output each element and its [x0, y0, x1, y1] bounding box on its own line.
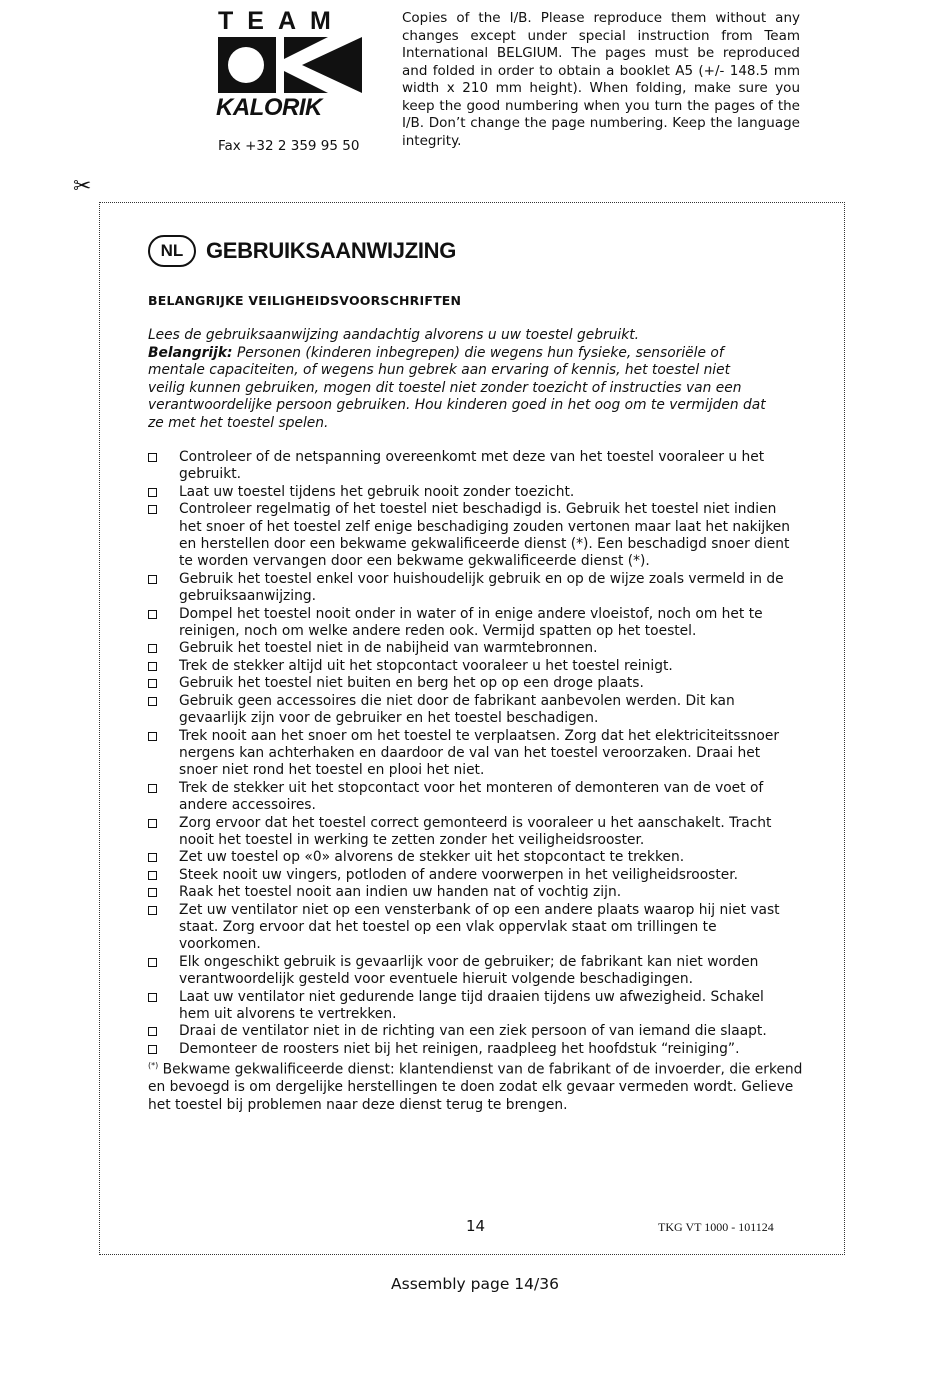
list-item — [148, 449, 798, 484]
list-item-text: Steek nooit uw vingers, potloden of andere voorwerpen in het veiligheidsrooster. — [179, 866, 739, 883]
list-item-text: Demonteer de roosters niet bij het reinigen, raadpleeg het hoofdstuk “reiniging”. — [179, 1040, 740, 1057]
checkbox-bullet-icon — [148, 819, 157, 828]
checkbox-bullet-icon — [148, 575, 157, 584]
checkbox-bullet-icon — [148, 644, 157, 653]
language-badge: NL — [148, 235, 196, 267]
list-item-text: Controleer of de netspanning overeenkomt met deze van het toestel vooraleer u het gebruikt. — [179, 449, 765, 483]
checkbox-bullet-icon — [148, 871, 157, 880]
list-item-text: Dompel het toestel nooit onder in water of in enige andere vloeistof, noch om het te reinigen, noch om welke andere reden ook. Vermijd spatten op het toestel. — [179, 605, 763, 640]
list-item-text: Gebruik het toestel niet in de nabijheid van warmtebronnen. — [179, 640, 598, 657]
page-number: 14 — [466, 1217, 486, 1235]
footnote — [148, 1057, 803, 1114]
footnote-mark: (*) — [148, 1061, 159, 1070]
list-item-text: Laat uw ventilator niet gedurende lange tijd draaien tijdens uw afwezigheid. Schakel hem uit alvorens te vertrekken. — [179, 988, 764, 1022]
list-item-text: Zet uw toestel op «0» alvorens de stekker uit het stopcontact te trekken. — [179, 849, 685, 866]
list-item-text: Gebruik het toestel niet buiten en berg het op op een droge plaats. — [179, 675, 644, 692]
checkbox-bullet-icon — [148, 697, 157, 706]
kalorik-logo-mark — [218, 37, 362, 93]
list-item-text: Trek de stekker uit het stopcontact voor het monteren of demonteren van de voet of andere accessoires. — [179, 779, 764, 814]
important-text: Personen (kinderen inbegrepen) die wegens hun fysieke, sensoriële of mentale capaciteiten, of wegens hun gebrek aan ervaring of kennis, het toestel niet veilig kunnen gebruiken, mogen dit toestel niet zonder toezicht of instructies van een verantwoordelijke persoon gebruiken. Hou kinderen goed in het oog om te vermijden dat ze met het toestel spelen. — [148, 344, 766, 431]
footnote-text: Bekwame gekwalificeerde dienst: klantendienst van de fabrikant of de invoerder, die erkend en bevoegd is om dergelijke herstellingen te doen zodat elk gevaar vermeden wordt. Gelieve het toestel bij problemen naar deze dienst terug te brengen. — [148, 1061, 803, 1113]
checkbox-bullet-icon — [148, 906, 157, 915]
checkbox-bullet-icon — [148, 488, 157, 497]
checkbox-bullet-icon — [148, 732, 157, 741]
checkbox-bullet-icon — [148, 610, 157, 619]
list-item-text: Elk ongeschikt gebruik is gevaarlijk voor de gebruiker; de fabrikant kan niet worden verantwoordelijk gesteld voor eventuele hieruit volgende beschadigingen. — [179, 953, 759, 988]
list-item — [148, 867, 798, 884]
checkbox-bullet-icon — [148, 662, 157, 671]
checkbox-bullet-icon — [148, 958, 157, 967]
list-item-text: Trek de stekker altijd uit het stopcontact vooraleer u het toestel reinigt. — [179, 657, 673, 674]
important-label: Belangrijk: — [148, 344, 233, 361]
list-item — [148, 693, 798, 728]
list-item — [148, 728, 798, 780]
list-item — [148, 501, 798, 571]
checkbox-bullet-icon — [148, 888, 157, 897]
list-item — [148, 640, 798, 657]
list-item-text: Laat uw toestel tijdens het gebruik nooit zonder toezicht. — [179, 483, 575, 500]
list-item — [148, 571, 798, 606]
list-item-text: Raak het toestel nooit aan indien uw handen nat of vochtig zijn. — [179, 884, 622, 901]
list-item-text: Gebruik geen accessoires die niet door de fabrikant aanbevolen werden. Dit kan gevaarlijk zijn voor de gebruiker en het toestel beschadigen. — [179, 692, 735, 727]
checkbox-bullet-icon — [148, 453, 157, 462]
list-item — [148, 954, 798, 989]
checkbox-bullet-icon — [148, 853, 157, 862]
fax-number: Fax +32 2 359 95 50 — [218, 138, 360, 154]
checkbox-bullet-icon — [148, 505, 157, 514]
intro-paragraph — [148, 327, 768, 432]
document-title: GEBRUIKSAANWIJZING — [206, 238, 457, 263]
list-item — [148, 675, 798, 692]
intro-line: Lees de gebruiksaanwijzing aandachtig alvorens u uw toestel gebruikt. — [148, 327, 640, 343]
list-item — [148, 902, 798, 954]
header — [0, 0, 950, 170]
checkbox-bullet-icon — [148, 1045, 157, 1054]
list-item-text: Draai de ventilator niet in de richting van een ziek persoon of van iemand die slaapt. — [179, 1023, 767, 1040]
important-notice — [148, 345, 768, 433]
list-item — [148, 780, 798, 815]
document-code: TKG VT 1000 - 101124 — [658, 1220, 774, 1234]
list-item — [148, 815, 798, 850]
list-item — [148, 1041, 798, 1058]
list-item — [148, 658, 798, 675]
scissors-icon: ✂ — [73, 174, 92, 199]
section-heading: BELANGRIJKE VEILIGHEIDSVOORSCHRIFTEN — [148, 293, 462, 308]
list-item-text: Gebruik het toestel enkel voor huishoudelijk gebruik en op de wijze zoals vermeld in de gebruiksaanwijzing. — [179, 570, 784, 605]
list-item-text: Controleer regelmatig of het toestel niet beschadigd is. Gebruik het toestel niet indien het snoer of het toestel zelf enige beschadiging zouden vertonen maar laat het nakijken en herstellen door een bekwame gekwalificeerde dienst (*). Een beschadigd snoer dient te worden vervangen door een bekwame gekwalificeerde dienst (*). — [179, 501, 790, 570]
checkbox-bullet-icon — [148, 1027, 157, 1036]
reproduction-notice: Copies of the I/B. Please reproduce them without any changes except under special instruction from Team International BELGIUM. The pages must be reproduced and folded in order to obtain a booklet A5 (+/- 148.5 mm width x 210 mm height). When folding, make sure you keep the good numbering when you turn the pages of the I/B. Don’t change the page numbering. Keep the language integrity. — [402, 10, 800, 149]
list-item-text: Trek nooit aan het snoer om het toestel te verplaatsen. Zorg dat het elektriciteitssnoer nergens kan achterhaken en daardoor de val van het toestel veroorzaken. Draai het snoer niet rond het toestel en plooi het niet. — [179, 727, 780, 779]
list-item-text: Zorg ervoor dat het toestel correct gemonteerd is vooraleer u het aanschakelt. Tracht nooit het toestel in werking te zetten zonder het veiligheidsrooster. — [179, 814, 772, 848]
list-item — [148, 1023, 798, 1040]
list-item — [148, 849, 798, 866]
safety-rules-list — [148, 449, 798, 1058]
list-item-text: Zet uw ventilator niet op een vensterbank of op een andere plaats waarop hij niet vast staat. Zorg ervoor dat het toestel op een vlak oppervlak staat om trillingen te voorkomen. — [179, 901, 780, 953]
checkbox-bullet-icon — [148, 784, 157, 793]
logo-kalorik-text: KALORIK — [216, 94, 322, 121]
list-item — [148, 989, 798, 1024]
list-item — [148, 484, 798, 501]
checkbox-bullet-icon — [148, 993, 157, 1002]
logo-team-text: TEAM — [218, 7, 345, 35]
checkbox-bullet-icon — [148, 679, 157, 688]
list-item — [148, 884, 798, 901]
list-item — [148, 606, 798, 641]
assembly-page-label: Assembly page 14/36 — [391, 1275, 559, 1293]
